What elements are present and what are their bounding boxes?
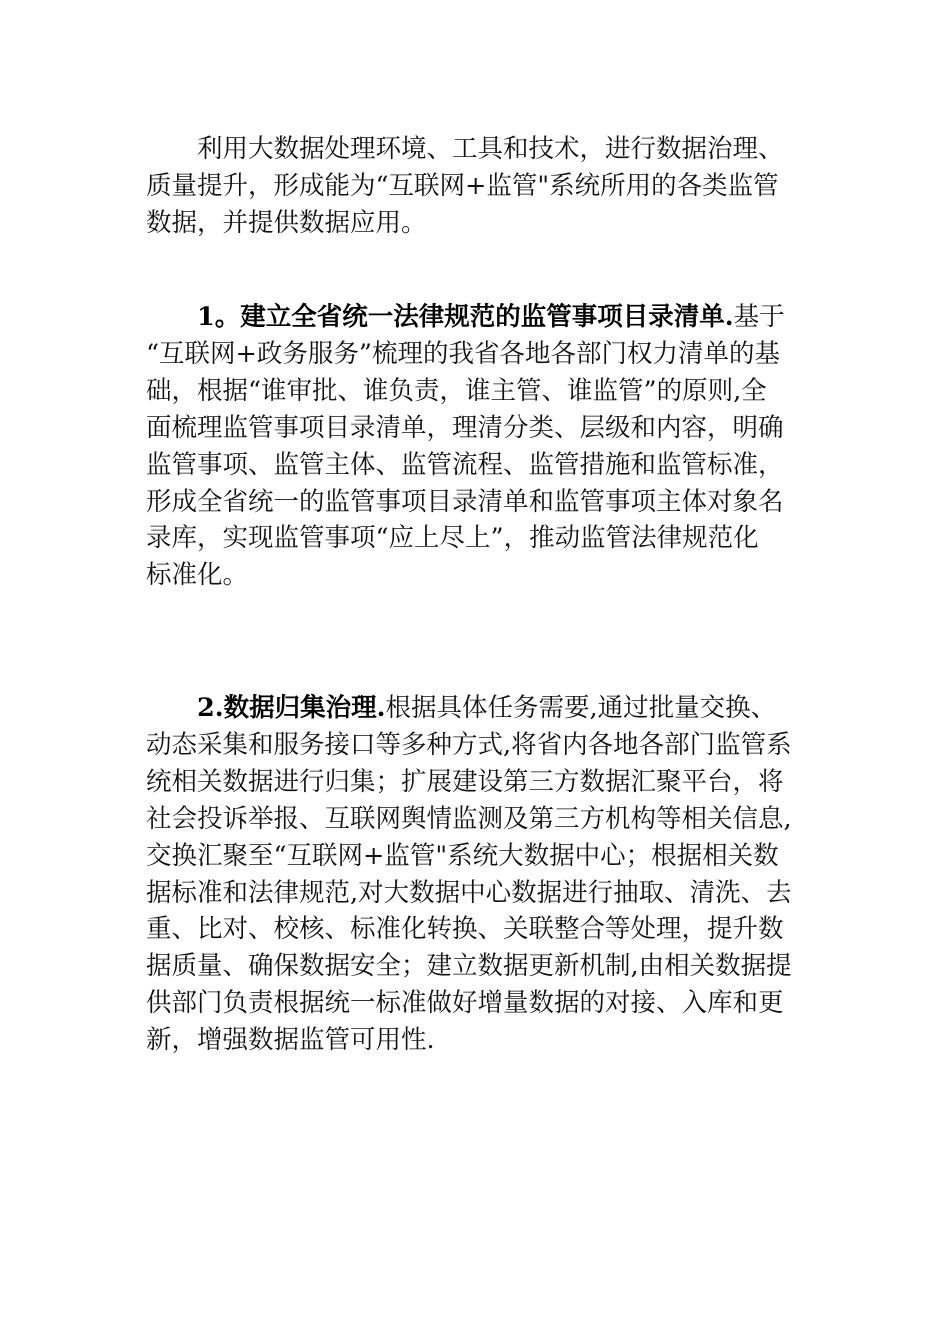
text-line: 础，根据“谁审批、谁负责，谁主管、谁监管”的原则,全 (146, 375, 767, 406)
paragraph-intro (146, 131, 811, 242)
paragraph-item-1 (146, 299, 811, 594)
text-run: 根据具体任务需要,通过批量交换、 (385, 693, 777, 723)
text-line: 社会投诉举报、互联网舆情监测及第三方机构等相关信息, (146, 803, 792, 834)
text-line (146, 299, 811, 336)
text-line: “互联网+政务服务”梳理的我省各地各部门权力清单的基 (146, 338, 780, 369)
text-line: 动态采集和服务接口等多种方式,将省内各地各部门监管系 (146, 729, 792, 760)
text-line: 据质量、确保数据安全；建立数据更新机制,由相关数据提 (146, 951, 792, 982)
section-heading-2: 2.数据归集治理. (197, 693, 386, 723)
text-run: 基于 (733, 302, 785, 332)
text-line: 利用大数据处理环境、工具和技术，进行数据治理、 (197, 134, 784, 164)
text-line: 面梳理监管事项目录清单，理清分类、层级和内容，明确 (146, 412, 784, 443)
text-line: 交换汇聚至“互联网+监管"系统大数据中心；根据相关数 (146, 840, 779, 871)
text-line: 重、比对、校核、标准化转换、关联整合等处理，提升数 (146, 914, 784, 945)
text-line: 形成全省统一的监管事项目录清单和监管事项主体对象名 (146, 486, 784, 517)
section-heading-1: 1。建立全省统一法律规范的监管事项目录清单. (197, 302, 734, 332)
text-line: 新，增强数据监管可用性. (146, 1025, 435, 1056)
text-line: 录库，实现监管事项“应上尽上”，推动监管法律规范化 (146, 523, 759, 554)
text-line: 数据，并提供数据应用。 (146, 207, 427, 238)
text-line: 监管事项、监管主体、监管流程、监管措施和监管标准， (146, 449, 784, 480)
text-line: 据标准和法律规范,对大数据中心数据进行抽取、清洗、去 (146, 877, 792, 908)
text-line (146, 690, 811, 727)
text-line: 质量提升，形成能为“互联网+监管"系统所用的各类监管 (146, 170, 779, 201)
text-line: 统相关数据进行归集；扩展建设第三方数据汇聚平台，将 (146, 766, 784, 797)
text-line: 标准化。 (146, 560, 249, 591)
paragraph-item-2 (146, 690, 811, 1059)
text-line: 供部门负责根据统一标准做好增量数据的对接、入库和更 (146, 988, 784, 1019)
